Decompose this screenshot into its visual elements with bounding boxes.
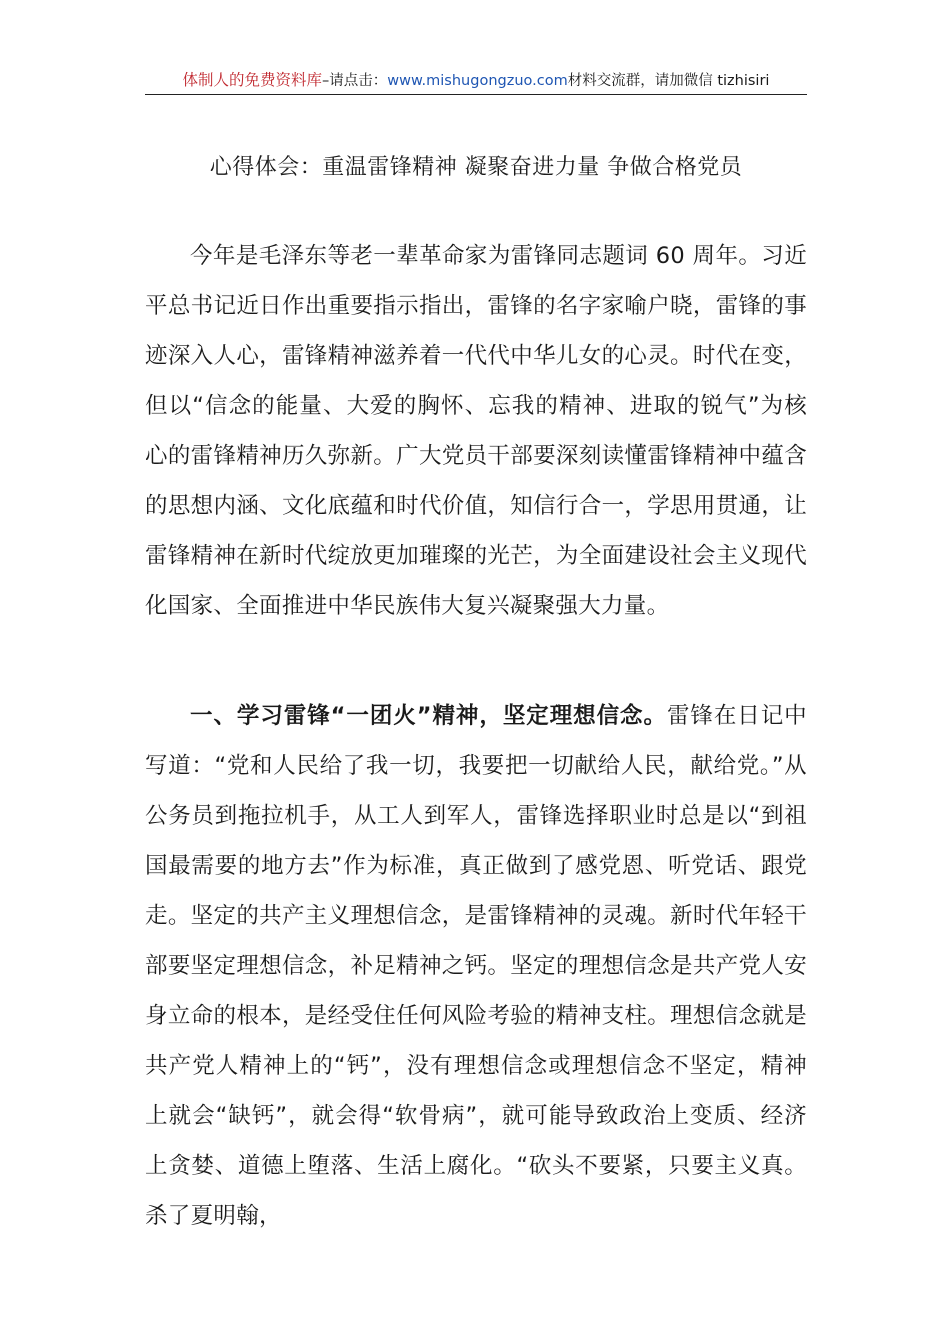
- page-header: [145, 66, 807, 95]
- header-prompt: –请点击：: [322, 73, 388, 89]
- section-1-paragraph: [145, 691, 807, 1241]
- section-1-body: 雷锋在日记中写道：“党和人民给了我一切，我要把一切献给人民，献给党。”从公务员到拖拉机手，从工人到军人，雷锋选择职业时总是以“到祖国最需要的地方去”作为标准，真正做到了感党恩、听党话、跟党走。坚定的共产主义理想信念，是雷锋精神的灵魂。新时代年轻干部要坚定理想信念，补足精神之钙。坚定的理想信念是共产党人安身立命的根本，是经受住任何风险考验的精神支柱。理想信念就是共产党人精神上的“钙”，没有理想信念或理想信念不坚定，精神上就会“缺钙”，就会得“软骨病”，就可能导致政治上变质、经济上贪婪、道德上堕落、生活上腐化。“砍头不要紧，只要主义真。杀了夏明翰，: [145, 702, 807, 1229]
- header-contact: 材料交流群，请加微信 tizhisiri: [567, 73, 770, 89]
- document-title: 心得体会：重温雷锋精神 凝聚奋进力量 争做合格党员: [209, 155, 743, 180]
- header-brand: 体制人的免费资料库: [182, 71, 323, 89]
- intro-paragraph: 今年是毛泽东等老一辈革命家为雷锋同志题词 60 周年。习近平总书记近日作出重要指示指出，雷锋的名字家喻户晓，雷锋的事迹深入人心，雷锋精神滋养着一代代中华儿女的心灵。时代在变，但以“信念的能量、大爱的胸怀、忘我的精神、进取的锐气”为核心的雷锋精神历久弥新。广大党员干部要深刻读懂雷锋精神中蕴含的思想内涵、文化底蕴和时代价值，知信行合一，学思用贯通，让雷锋精神在新时代绽放更加璀璨的光芒，为全面建设社会主义现代化国家、全面推进中华民族伟大复兴凝聚强大力量。: [145, 242, 807, 619]
- section-1-heading: 一、学习雷锋“一团火”精神，坚定理想信念。: [190, 702, 667, 729]
- header-url-link[interactable]: www.mishugongzuo.com: [387, 73, 568, 89]
